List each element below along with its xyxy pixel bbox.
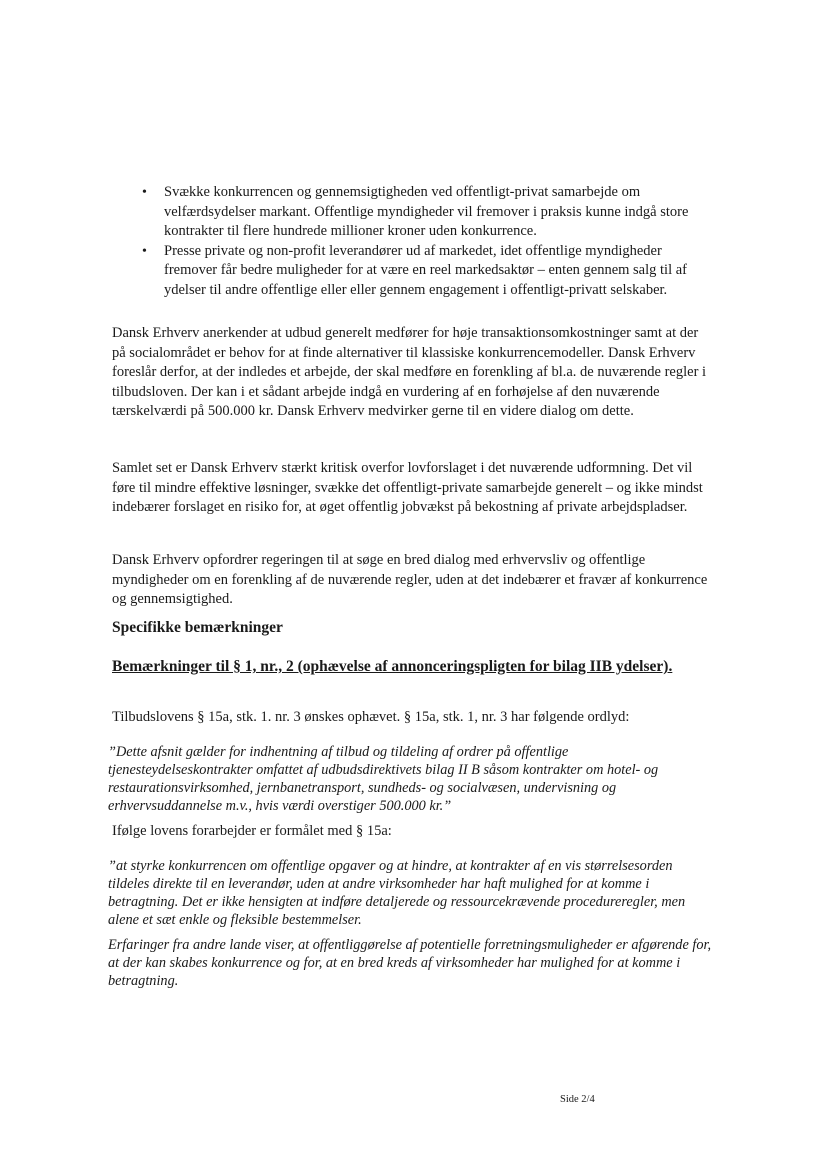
quote-experience: Erfaringer fra andre lande viser, at offentliggørelse af potentielle forretningsmuligheder er afgørende for, at der kan skabes konkurrence og for, at en bred kreds af virksomheder har mulighed for at komme i betragtning.	[108, 937, 712, 989]
bullet-item	[112, 183, 712, 242]
paragraph-law: Tilbudslovens § 15a, stk. 1. nr. 3 ønskes ophævet. § 15a, stk. 1, nr. 3 har følgende ordlyd:	[112, 709, 630, 725]
paragraph-samlet: Samlet set er Dansk Erhverv stærkt kritisk overfor lovforslaget i det nuværende udformning. Det vil føre til mindre effektive løsninger, svække det offentligt-private samarbejde generelt – og ikke mindst indebærer forslaget en risiko for, at øget offentlig jobvækst på bekostning af private arbejdspladser.	[112, 460, 703, 516]
quote-purpose: ”at styrke konkurrencen om offentlige opgaver og at hindre, at kontrakter af en vis størrelsesorden tildeles direkte til en leverandør, uden at andre virksomheder har haft mulighed for at komme i betragtning. Det er ikke hensigten at indføre detaljerede og ressourcekrævende procedureregler, men alene et sæt enkle og fleksible bestemmelser.	[108, 858, 686, 928]
paragraph-udbud: Dansk Erhverv anerkender at udbud generelt medfører for høje transaktionsomkostninger samt at der på socialområdet er behov for at finde alternativer til klassiske konkurrencemodeller. Dansk Erhverv foreslår derfor, at der indledes et arbejde, der skal medføre en forenkling af bl.a. de nuværende regler i tilbudsloven. Der kan i et sådant arbejde indgå en vurdering af en forhøjelse af den nuværende tærskelværdi på 500.000 kr. Dansk Erhverv medvirker gerne til en videre dialog om dette.	[112, 325, 707, 420]
bullet-text: Presse private og non-profit leverandører ud af markedet, idet offentlige myndigheder fremover får bedre muligheder for at være en reel markedsaktør – enten gennem salg til af ydelser til andre offentlige eller eller gennem engagement i offentligt-privatt selskaber.	[164, 242, 687, 298]
paragraph-opfordring: Dansk Erhverv opfordrer regeringen til at søge en bred dialog med erhvervsliv og offentlige myndigheder om en forenkling af de nuværende regler, uden at det indebærer et fravær af konkurrence og gennemsigtighed.	[112, 552, 708, 608]
section-heading: Specifikke bemærkninger	[112, 619, 283, 636]
page-number: Side 2/4	[560, 1094, 595, 1105]
bullet-icon: •	[142, 243, 147, 259]
paragraph-purpose: Ifølge lovens forarbejder er formålet med § 15a:	[112, 823, 392, 839]
bullet-list	[112, 183, 712, 301]
quote-law-text: ”Dette afsnit gælder for indhentning af tilbud og tildeling af ordrer på offentlige tjenesteydelseskontrakter omfattet af udbudsdirektivets bilag II B såsom kontrakter om hotel- og restaurationsvirksomhed, jernbanetransport, sundheds- og socialvæsen, undervisning og erhvervsuddannelse m.v., hvis værdi overstiger 500.000 kr.”	[108, 744, 659, 814]
bullet-text: Svække konkurrencen og gennemsigtigheden ved offentligt-privat samarbejde om velfærdsydelser markant. Offentlige myndigheder vil fremover i praksis kunne indgå store kontrakter til flere hundrede millioner kroner uden konkurrence.	[164, 184, 689, 240]
subsection-heading: Bemærkninger til § 1, nr., 2 (ophævelse af annonceringspligten for bilag IIB ydelser).	[112, 658, 673, 675]
bullet-icon: •	[142, 185, 147, 200]
bullet-item	[112, 242, 712, 301]
